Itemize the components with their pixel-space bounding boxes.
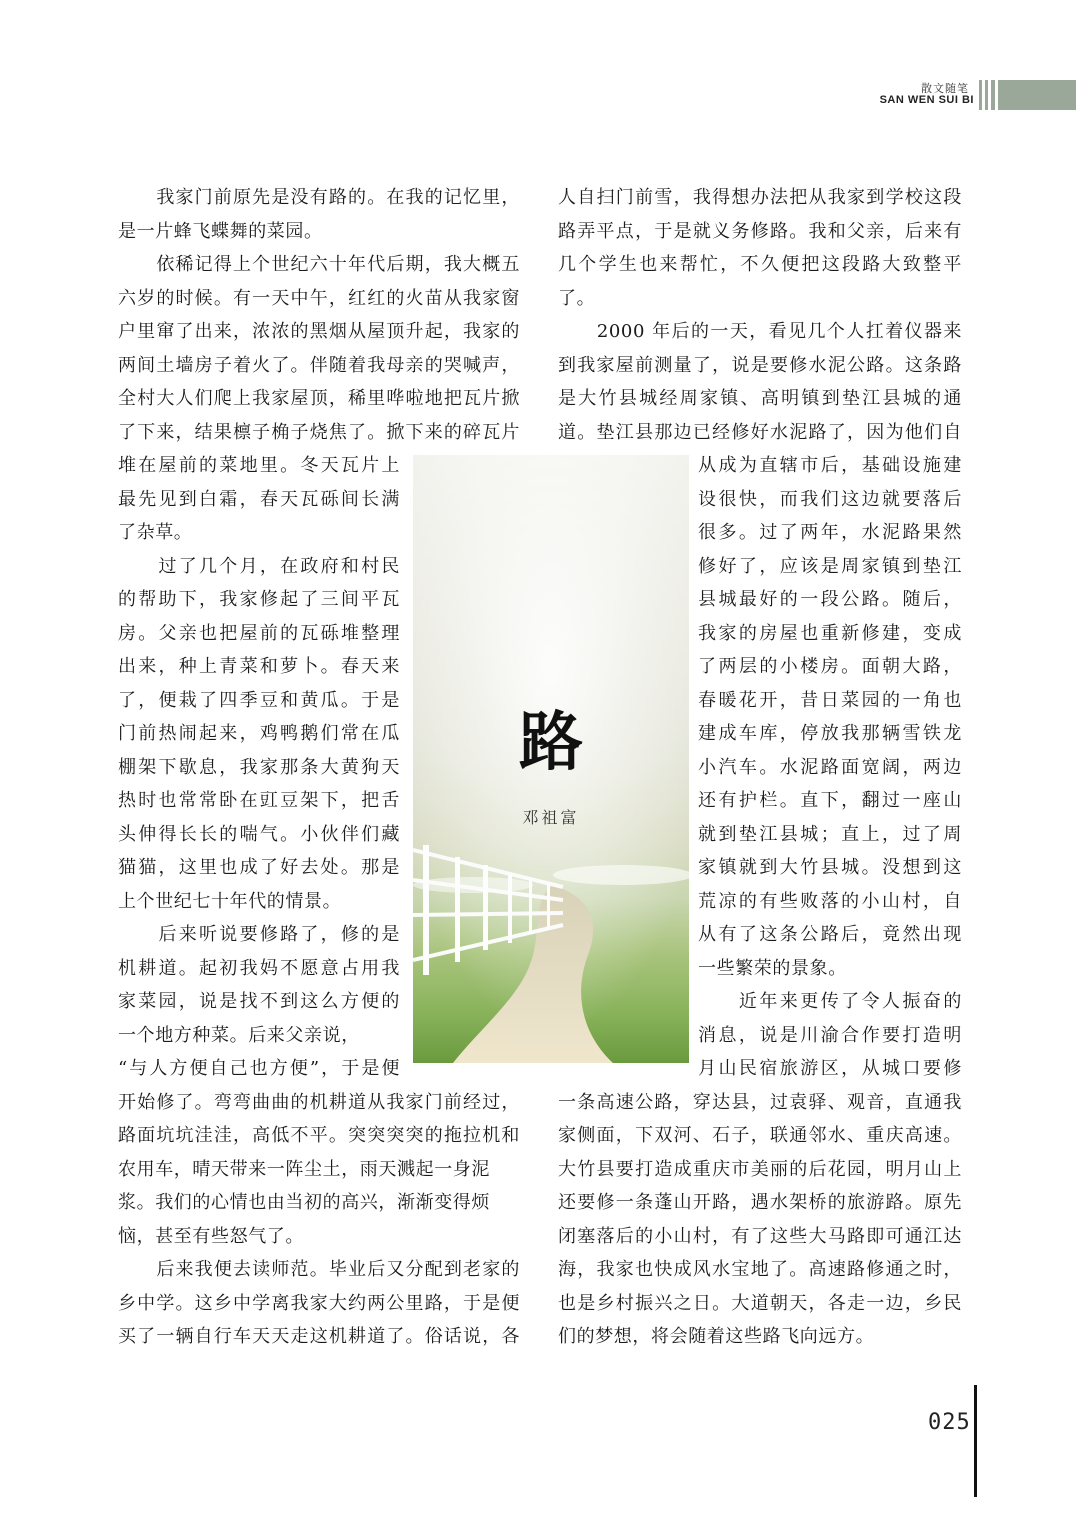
text-line: 的帮助下，我家修起了三间平瓦 — [118, 589, 400, 610]
text-line: 家侧面，下双河、石子，联通邻水、重庆高速。 — [558, 1125, 962, 1146]
text-line: 浆。我们的心情也由当初的高兴，渐渐变得烦 — [118, 1192, 490, 1213]
text-line: 了杂草。 — [118, 522, 193, 543]
text-line: 一些繁荣的景象。 — [698, 957, 847, 979]
text-line: 春暖花开，昔日菜园的一角也 — [698, 689, 962, 711]
article-author: 邓祖富 — [522, 808, 580, 827]
text-line: 六岁的时候。有一天中午，红红的火苗从我家窗 — [118, 287, 520, 309]
text-line: 几个学生也来帮忙，不久便把这段路大致整平 — [558, 254, 962, 275]
text-line: 一个地方种菜。后来父亲说， — [118, 1024, 360, 1046]
text-line: 后来我便去读师范。毕业后又分配到老家的 — [118, 1259, 520, 1280]
text-line: 修好了，应该是周家镇到垫江 — [698, 555, 962, 577]
text-line: 近年来更传了令人振奋的 — [698, 991, 962, 1012]
text-line: 了两层的小楼房。面朝大路， — [698, 656, 962, 677]
text-line: 出来，种上青菜和萝卜。春天来 — [118, 656, 400, 677]
text-line: 还要修一条蓬山开路，遇水架桥的旅游路。原先 — [558, 1192, 962, 1213]
text-line: 建成车库，停放我那辆雪铁龙 — [698, 723, 962, 744]
title-illustration — [413, 455, 689, 1063]
text-line: 家菜园，说是找不到这么方便的 — [118, 991, 400, 1012]
text-line: 了，便栽了四季豆和黄瓜。于是 — [118, 689, 400, 711]
text-line: 到我家屋前测量了，说是要修水泥公路。这条路 — [558, 354, 962, 376]
section-title-cn: 散文随笔 — [921, 82, 969, 95]
text-line: 我家门前原先是没有路的。在我的记忆里， — [118, 187, 520, 208]
text-line: 乡中学。这乡中学离我家大约两公里路，于是便 — [118, 1292, 520, 1314]
text-line: 最先见到白霜，春天瓦砾间长满 — [118, 488, 400, 510]
text-line: 我家的房屋也重新修建，变成 — [698, 622, 962, 644]
text-line: 路弄平点，于是就义务修路。我和父亲，后来有 — [558, 220, 962, 242]
text-line: 农用车，晴天带来一阵尘土，雨天溅起一身泥 — [118, 1158, 490, 1180]
text-line: 门前热闹起来，鸡鸭鹅们常在瓜 — [118, 723, 400, 744]
text-line: 从成为直辖市后，基础设施建 — [698, 455, 962, 476]
text-line: 开始修了。弯弯曲曲的机耕道从我家门前经过， — [118, 1091, 520, 1113]
text-line: 就到垫江县城；直上，过了周 — [698, 823, 962, 845]
text-line: 机耕道。起初我妈不愿意占用我 — [118, 957, 400, 979]
text-line: 一条高速公路，穿达县，过袁驿、观音，直通我 — [558, 1091, 962, 1113]
article-title: 路 — [519, 706, 583, 780]
text-line: 县城最好的一段公路。随后， — [698, 589, 962, 610]
text-line: 了。 — [558, 287, 596, 309]
text-line: 很多。过了两年，水泥路果然 — [698, 522, 962, 543]
text-line: 人自扫门前雪，我得想办法把从我家到学校这段 — [558, 187, 962, 208]
header-decoration-bars — [979, 80, 1079, 110]
text-line: 了下来，结果檩子桷子烧焦了。掀下来的碎瓦片 — [118, 421, 520, 443]
page-number: 025 — [928, 1410, 971, 1435]
text-line: 过了几个月，在政府和村民 — [118, 555, 400, 577]
text-line: 恼，甚至有些怒气了。 — [118, 1225, 304, 1247]
text-line: 大竹县要打造成重庆市美丽的后花园，明月山上 — [558, 1158, 962, 1180]
text-line: 设很快，而我们这边就要落后 — [698, 488, 962, 510]
text-line: 棚架下歇息，我家那条大黄狗天 — [118, 756, 400, 778]
text-line: 小汽车。水泥路面宽阔，两边 — [698, 756, 962, 778]
section-title-en: SAN WEN SUI BI — [879, 94, 974, 106]
text-line: 后来听说要修路了，修的是 — [118, 924, 400, 945]
text-line: 堆在屋前的菜地里。冬天瓦片上 — [118, 455, 400, 476]
text-line: 全村大人们爬上我家屋顶，稀里哗啦地把瓦片掀 — [118, 388, 520, 409]
text-line: 道。垫江县那边已经修好水泥路了，因为他们自 — [558, 421, 962, 443]
text-line: 头伸得长长的喘气。小伙伴们藏 — [118, 823, 400, 845]
text-line: 家镇就到大竹县城。没想到这 — [698, 857, 962, 878]
text-line: 月山民宿旅游区，从城口要修 — [698, 1058, 962, 1079]
text-line: 2000 年后的一天，看见几个人扛着仪器来 — [558, 321, 962, 342]
text-line: 闭塞落后的小山村，有了这些大马路即可通江达 — [558, 1225, 962, 1247]
text-line: 买了一辆自行车天天走这机耕道了。俗话说，各 — [118, 1326, 520, 1347]
text-line: 猫猫，这里也成了好去处。那是 — [118, 857, 400, 878]
page-rule — [974, 1385, 977, 1497]
text-line: 海，我家也快成风水宝地了。高速路修通之时， — [558, 1259, 962, 1280]
section-header — [874, 80, 1079, 110]
text-line: “与人方便自己也方便”，于是便 — [118, 1058, 400, 1079]
text-line: 两间土墙房子着火了。伴随着我母亲的哭喊声， — [118, 354, 520, 376]
text-line: 是一片蜂飞蝶舞的菜园。 — [118, 220, 323, 242]
text-line: 路面坑坑洼洼，高低不平。突突突突的拖拉机和 — [118, 1125, 520, 1146]
text-line: 房。父亲也把屋前的瓦砾堆整理 — [118, 622, 400, 644]
text-line: 依稀记得上个世纪六十年代后期，我大概五 — [118, 254, 520, 275]
text-line: 户里窜了出来，浓浓的黑烟从屋顶升起，我家的 — [118, 321, 520, 342]
text-line: 热时也常常卧在豇豆架下，把舌 — [118, 790, 400, 811]
text-line: 是大竹县城经周家镇、高明镇到垫江县城的通 — [558, 388, 962, 409]
text-line: 消息，说是川渝合作要打造明 — [698, 1024, 962, 1046]
text-line: 从有了这条公路后，竟然出现 — [698, 924, 962, 945]
text-line: 荒凉的有些败落的小山村，自 — [698, 890, 962, 912]
text-line: 们的梦想，将会随着这些路飞向远方。 — [558, 1326, 875, 1347]
text-line: 还有护栏。直下，翻过一座山 — [698, 790, 962, 811]
text-line: 上个世纪七十年代的情景。 — [118, 890, 342, 912]
text-line: 也是乡村振兴之日。大道朝天，各走一边，乡民 — [558, 1292, 962, 1314]
